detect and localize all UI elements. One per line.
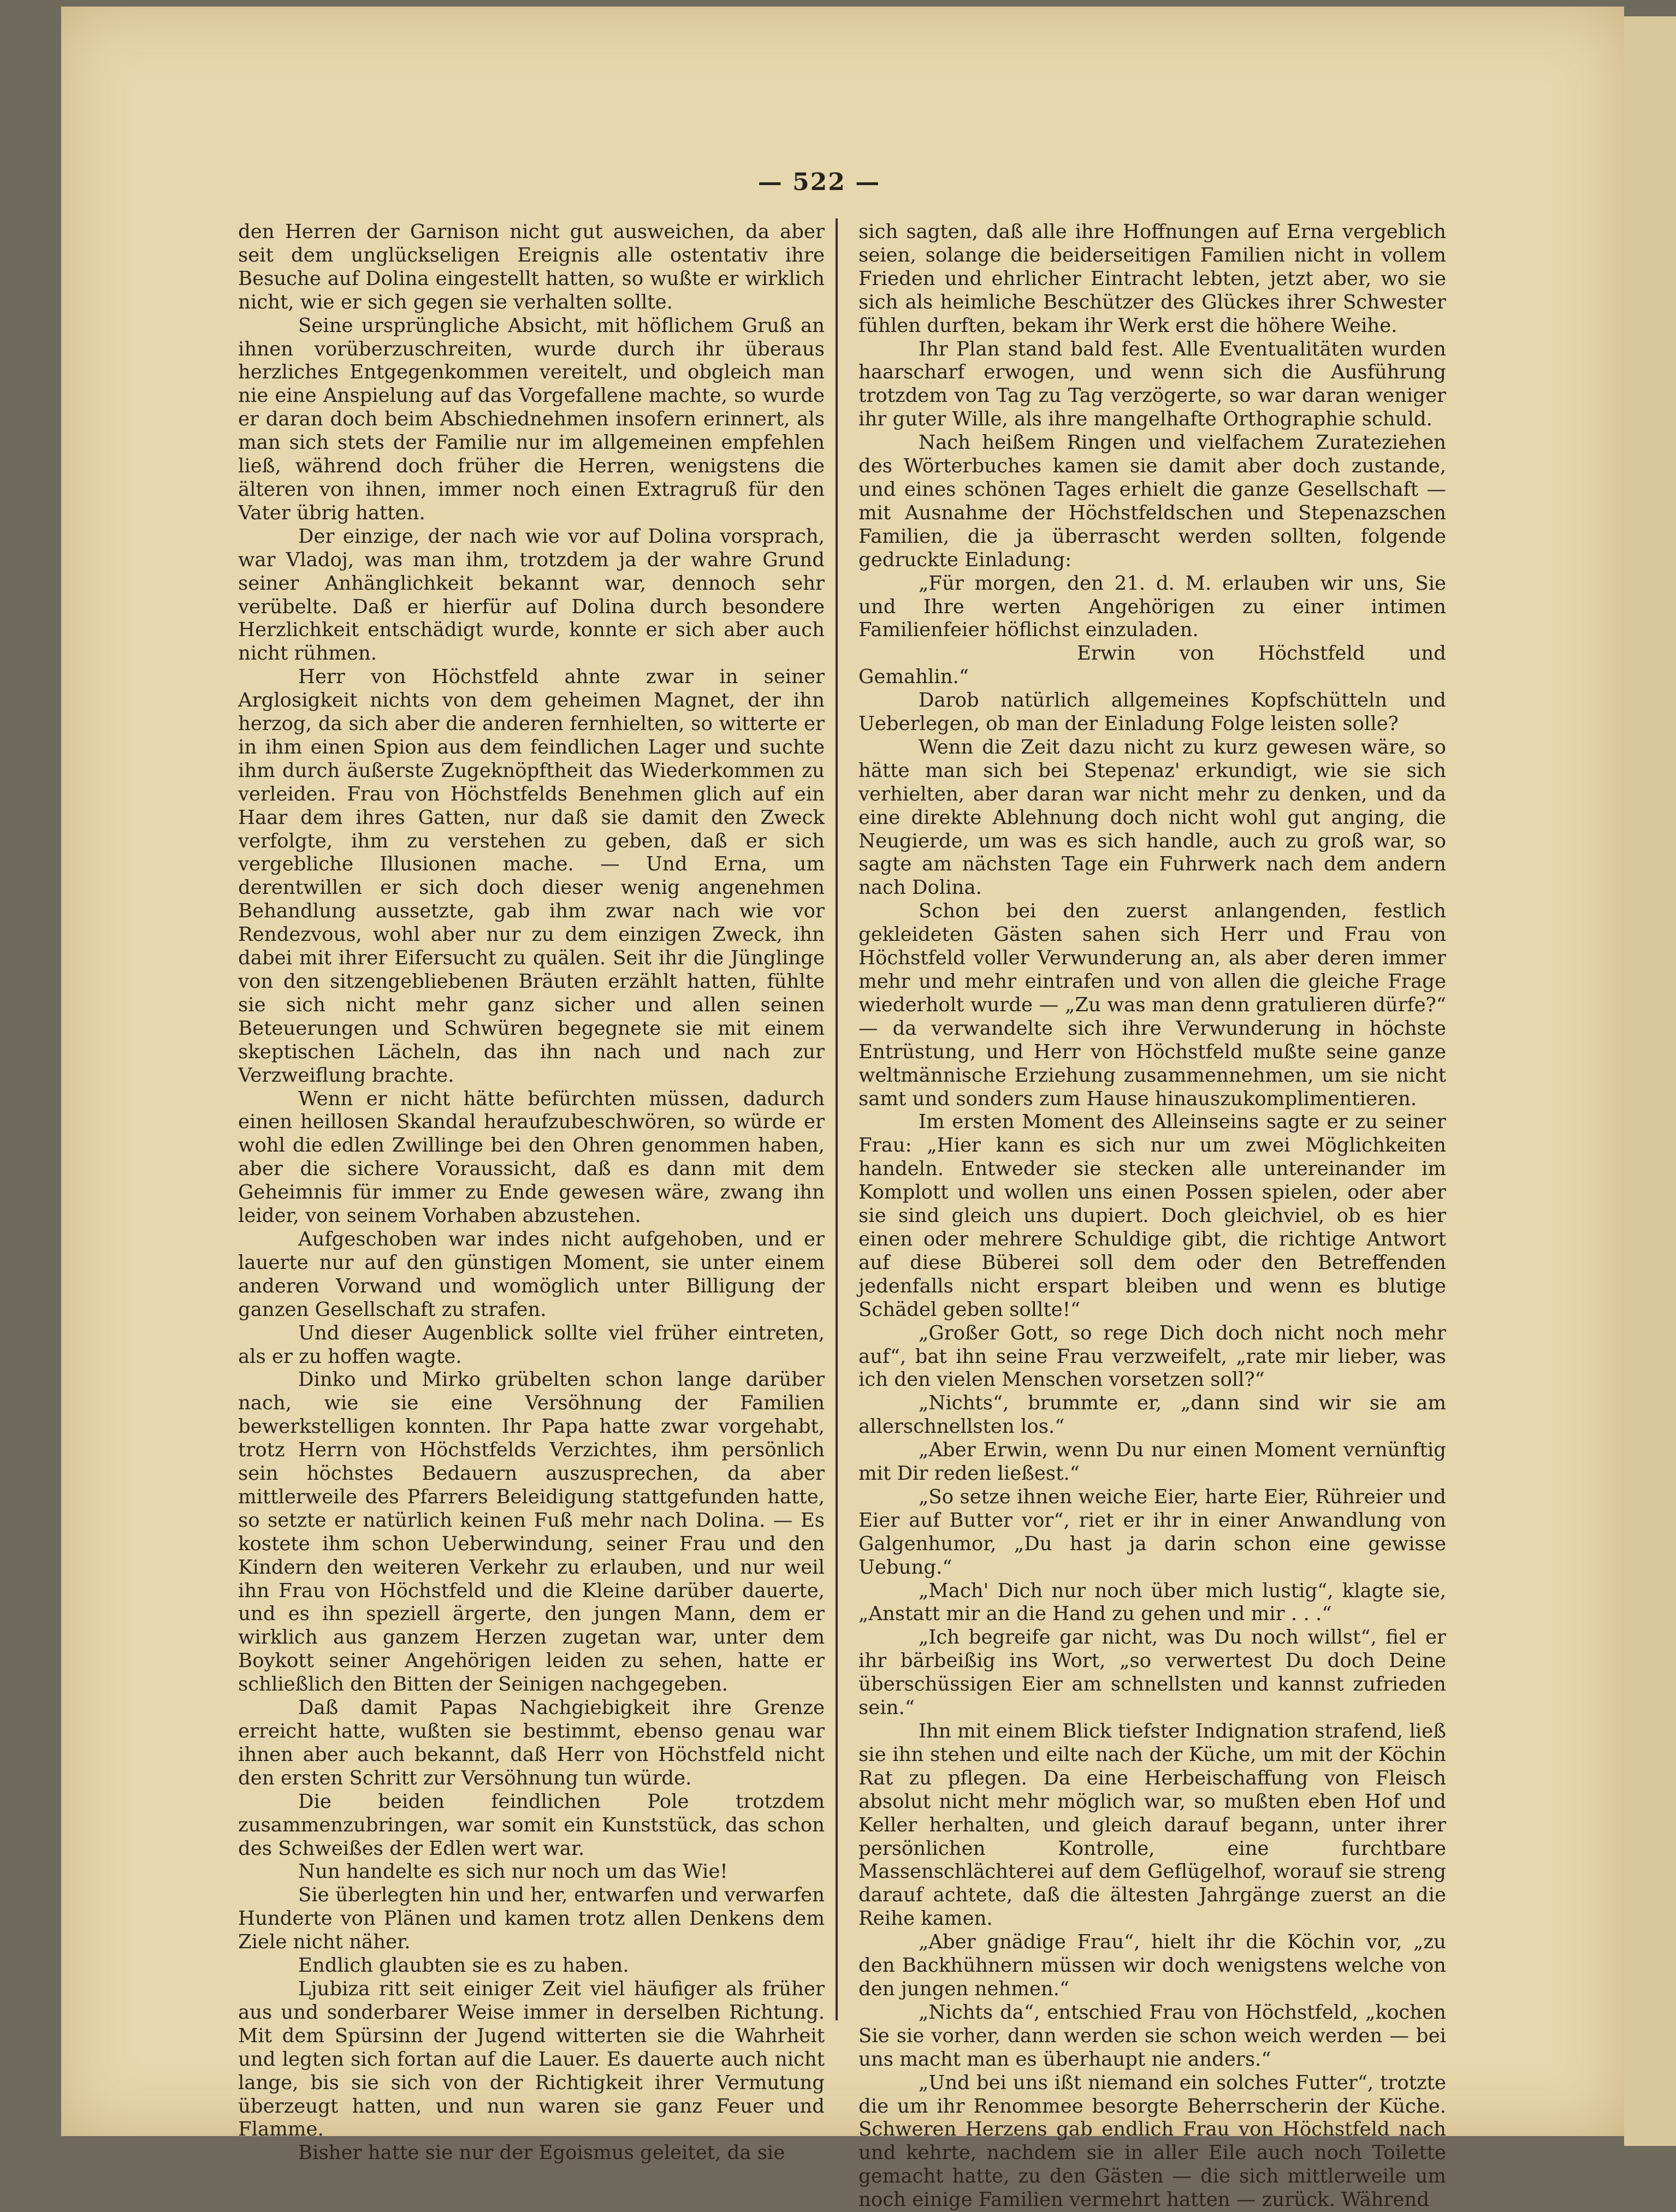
paragraph: Im ersten Moment des Alleinseins sagte er zu seiner Frau: „Hier kann es sich nur um zwei Möglichkeiten handeln. Entweder sie stecken alle untereinander im Komplott und wollen uns einen Possen spielen, oder aber sie sind gleich uns dupiert. Doch gleichviel, ob es hier einen oder mehrere Schuldige gibt, die richtige Antwort auf diese Büberei soll dem oder den Betreffenden jedenfalls nicht erspart bleiben und wenn es blutige Schädel geben sollte!“ — [858, 1111, 1446, 1321]
paragraph: „Für morgen, den 21. d. M. erlauben wir uns, Sie und Ihre werten Angehörigen zu einer intimen Familienfeier höflichst einzuladen. — [858, 572, 1446, 642]
paragraph: „Großer Gott, so rege Dich doch nicht noch mehr auf“, bat ihn seine Frau verzweifelt, „rate mir lieber, was ich den vielen Menschen vorsetzen soll?“ — [858, 1321, 1446, 1391]
paragraph: „Ich begreife gar nicht, was Du noch willst“, fiel er ihr bärbeißig ins Wort, „so verwertest Du doch Deine überschüssigen Eier am schnellsten und kannst zufrieden sein.“ — [858, 1626, 1446, 1719]
paragraph: Wenn die Zeit dazu nicht zu kurz gewesen wäre, so hätte man sich bei Stepenaz' erkundigt, wie sie sich verhielten, aber daran war nicht mehr zu denken, und da eine direkte Ablehnung doch nicht wohl gut anging, die Neugierde, um was es sich handle, auch zu groß war, so sagte am nächsten Tage ein Fuhrwerk nach dem andern nach Dolina. — [858, 736, 1446, 899]
left-column — [238, 221, 825, 2164]
paragraph: Ihr Plan stand bald fest. Alle Eventualitäten wurden haarscharf erwogen, und wenn sich die Ausführung trotzdem von Tag zu Tag verzögerte, so war daran weniger ihr guter Wille, als ihre mangelhafte Orthographie schuld. — [858, 337, 1446, 431]
paragraph: Dinko und Mirko grübelten schon lange darüber nach, wie sie eine Versöhnung der Familien bewerkstelligen konnten. Ihr Papa hatte zwar vorgehabt, trotz Herrn von Höchstfelds Verzichtes, ihm persönlich sein höchstes Bedauern auszusprechen, da aber mittlerweile des Pfarrers Beleidigung stattgefunden hatte, so setzte er natürlich keinen Fuß mehr nach Dolina. — Es kostete ihm schon Ueberwindung, seiner Frau und den Kindern den weiteren Verkehr zu erlauben, und nur weil ihn Frau von Höchstfeld und die Kleine darüber dauerte, und es ihn speziell ärgerte, den jungen Mann, dem er wirklich aus ganzem Herzen zugetan war, unter dem Boykott seiner Angehörigen leiden zu sehen, hatte er schließlich den Bitten der Seinigen nachgegeben. — [238, 1368, 825, 1696]
paragraph: Sie überlegten hin und her, entwarfen und verwarfen Hunderte von Plänen und kamen trotz allen Denkens dem Ziele nicht näher. — [238, 1884, 825, 1954]
paragraph: Ljubiza ritt seit einiger Zeit viel häufiger als früher aus und sonderbarer Weise immer in derselben Richtung. Mit dem Spürsinn der Jugend witterten sie die Wahrheit und legten sich fortan auf die Lauer. Es dauerte auch nicht lange, bis sie sich von der Richtigkeit ihrer Vermutung überzeugt hatten, und nun waren sie ganz Feuer und Flamme. — [238, 1977, 825, 2141]
paragraph: Und dieser Augenblick sollte viel früher eintreten, als er zu hoffen wagte. — [238, 1321, 825, 1368]
paragraph: Nun handelte es sich nur noch um das Wie! — [298, 1860, 728, 1883]
right-column — [858, 221, 1446, 2211]
paragraph: Nach heißem Ringen und vielfachem Zurateziehen des Wörterbuches kamen sie damit aber doch zustande, und eines schönen Tages erhielt die ganze Gesellschaft — mit Ausnahme der Höchstfeldschen und Stepenazschen Familien, die ja überrascht werden sollten, folgende gedruckte Einladung: — [858, 431, 1446, 571]
paragraph: Schon bei den zuerst anlangenden, festlich gekleideten Gästen sahen sich Herr und Frau von Höchstfeld voller Verwunderung an, als aber deren immer mehr und mehr eintrafen und von allen die gleiche Frage wiederholt wurde — „Zu was man denn gratulieren dürfe?“ — da verwandelte sich ihre Verwunderung in höchste Entrüstung, und Herr von Höchstfeld mußte seine ganze weltmännische Erziehung zusammennehmen, um sie nicht samt und sonders zum Hause hinauszukomplimentieren. — [858, 900, 1446, 1110]
paragraph: Seine ursprüngliche Absicht, mit höflichem Gruß an ihnen vorüberzuschreiten, wurde durch ihr überaus herzliches Entgegenkommen vereitelt, und obgleich man nie eine Anspielung auf das Vorgefallene machte, so wurde er daran doch beim Abschiednehmen insofern erinnert, als man sich stets der Familie nur im allgemeinen empfehlen ließ, während doch früher die Herren, wenigstens die älteren von ihnen, immer noch einen Extragruß für den Vater übrig hatten. — [238, 314, 825, 524]
paragraph: Ihn mit einem Blick tiefster Indignation strafend, ließ sie ihn stehen und eilte nach der Küche, um mit der Köchin Rat zu pflegen. Da eine Herbeischaffung von Fleisch absolut nicht mehr möglich war, so mußten eben Hof und Keller herhalten, und gleich darauf begann, unter ihrer persönlichen Kontrolle, eine furchtbare Massenschlächterei auf dem Geflügelhof, worauf sie streng darauf achtete, daß die ältesten Jahrgänge zuerst an die Reihe kamen. — [858, 1720, 1446, 1930]
paragraph: sich sagten, daß alle ihre Hoffnungen auf Erna vergeblich seien, solange die beiderseitigen Familien nicht in vollem Frieden und ehrlicher Eintracht lebten, jetzt aber, wo sie sich als heimliche Beschützer des Glückes ihrer Schwester fühlen durften, bekam ihr Werk erst die höhere Weihe. — [858, 221, 1446, 337]
paragraph: Aufgeschoben war indes nicht aufgehoben, und er lauerte nur auf den günstigen Moment, sie unter einem anderen Vorwand und womöglich unter Billigung der ganzen Gesellschaft zu strafen. — [238, 1227, 825, 1321]
paragraph: „Mach' Dich nur noch über mich lustig“, klagte sie, „Anstatt mir an die Hand zu gehen und mir . . .“ — [858, 1579, 1446, 1626]
paragraph: „Aber gnädige Frau“, hielt ihr die Köchin vor, „zu den Backhühnern müssen wir doch wenigstens welche von den jungen nehmen.“ — [858, 1931, 1446, 2000]
page-number: — 522 — — [757, 168, 881, 196]
adjacent-page-edge — [1624, 16, 1676, 2146]
paragraph: „Nichts da“, entschied Frau von Höchstfeld, „kochen Sie sie vorher, dann werden sie schon weich werden — bei uns macht man es überhaupt nie anders.“ — [858, 2001, 1446, 2071]
paragraph: Der einzige, der nach wie vor auf Dolina vorsprach, war Vladoj, was man ihm, trotzdem ja der wahre Grund seiner Anhänglichkeit bekannt war, dennoch sehr verübelte. Daß er hierfür auf Dolina durch besondere Herzlichkeit entschädigt wurde, konnte er sich aber auch nicht rühmen. — [238, 525, 825, 665]
paragraph: Erwin von Höchstfeld und Gemahlin.“ — [858, 642, 1446, 689]
paragraph: „Nichts“, brummte er, „dann sind wir sie am allerschnellsten los.“ — [858, 1392, 1446, 1438]
paragraph: Endlich glaubten sie es zu haben. — [298, 1954, 629, 1977]
paragraph: Wenn er nicht hätte befürchten müssen, dadurch einen heillosen Skandal heraufzubeschwören, so würde er wohl die edlen Zwillinge bei den Ohren genommen haben, aber die sichere Voraussicht, daß es dann mit dem Geheimnis für immer zu Ende gewesen wäre, zwang ihn leider, von seinem Vorhaben abzustehen. — [238, 1087, 825, 1227]
paragraph: den Herren der Garnison nicht gut ausweichen, da aber seit dem unglückseligen Ereignis alle ostentativ ihre Besuche auf Dolina eingestellt hatten, so wußte er wirklich nicht, wie er sich gegen sie verhalten sollte. — [238, 221, 825, 313]
column-divider — [836, 218, 838, 2020]
paragraph: „Und bei uns ißt niemand ein solches Futter“, trotzte die um ihr Renommee besorgte Beherrscherin der Küche. Schweren Herzens gab endlich Frau von Höchstfeld nach und kehrte, nachdem sie in aller Eile auch noch Toilette gemacht hatte, zu den Gästen — die sich mittlerweile um noch einige Familien vermehrt hatten — zurück. Während — [858, 2071, 1446, 2211]
paragraph: Herr von Höchstfeld ahnte zwar in seiner Arglosigkeit nichts von dem geheimen Magnet, der ihn herzog, da sich aber die anderen fernhielten, so witterte er in ihm einen Spion aus dem feindlichen Lager und suchte ihm durch äußerste Zugeknöpftheit das Wiederkommen zu verleiden. Frau von Höchstfelds Benehmen glich auf ein Haar dem ihres Gatten, nur daß sie damit den Zweck verfolgte, ihm zu verstehen zu geben, daß er sich vergebliche Illusionen mache. — Und Erna, um derentwillen er sich doch dieser wenig angenehmen Behandlung aussetzte, gab ihm zwar nach wie vor Rendezvous, wohl aber nur zu dem einzigen Zweck, ihn dabei mit ihrer Eifersucht zu quälen. Seit ihr die Jünglinge von den sitzengebliebenen Bräuten erzählt hatten, fühlte sie sich nicht mehr ganz sicher und allen seinen Beteuerungen und Schwüren begegnete sie mit einem skeptischen Lächeln, das ihn nach und nach zur Verzweiflung brachte. — [238, 666, 825, 1087]
paragraph: Daß damit Papas Nachgiebigkeit ihre Grenze erreicht hatte, wußten sie bestimmt, ebenso genau war ihnen aber auch bekannt, daß Herr von Höchstfeld nicht den ersten Schritt zur Versöhnung tun würde. — [238, 1697, 825, 1789]
paragraph: Bisher hatte sie nur der Egoismus geleitet, da sie — [298, 2142, 785, 2164]
paragraph: „Aber Erwin, wenn Du nur einen Moment vernünftig mit Dir reden ließest.“ — [858, 1439, 1446, 1485]
paragraph: Darob natürlich allgemeines Kopfschütteln und Ueberlegen, ob man der Einladung Folge leisten solle? — [858, 689, 1446, 736]
paragraph: „So setze ihnen weiche Eier, harte Eier, Rühreier und Eier auf Butter vor“, riet er ihr in einer Anwandlung von Galgenhumor, „Du hast ja darin schon eine gewisse Uebung.“ — [858, 1485, 1446, 1579]
paragraph: Die beiden feindlichen Pole trotzdem zusammenzubringen, war somit ein Kunststück, das schon des Schweißes der Edlen wert war. — [238, 1790, 825, 1860]
